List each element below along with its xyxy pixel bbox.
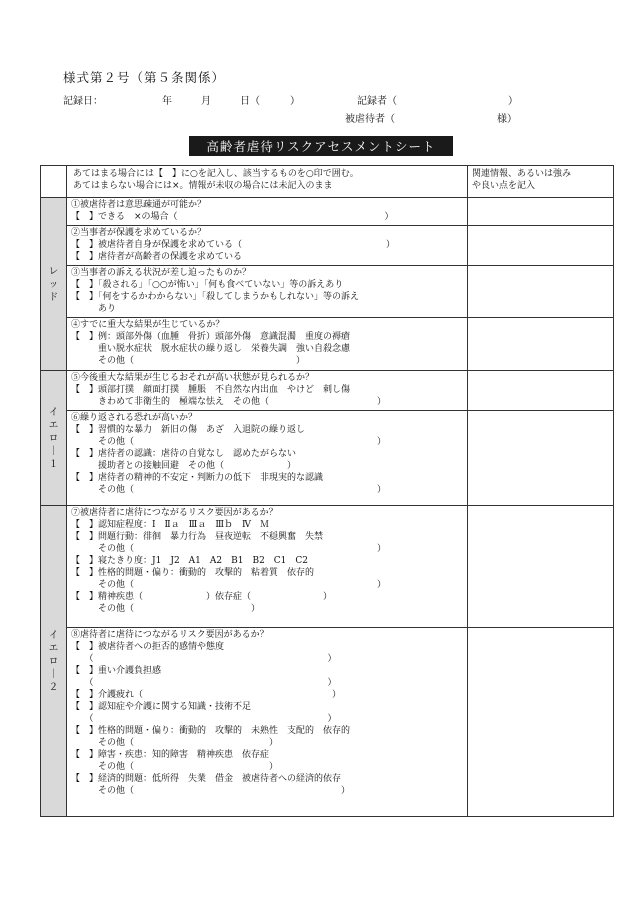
checklist-line: 【 】寝たきり度：J1 J2 A1 A2 B1 B2 C1 C2	[71, 556, 309, 566]
question-text: ⑤今後重大な結果が生じるおそれが高い状態が見られるか？	[71, 373, 315, 383]
question-text: ④すでに重大な結果が生じているか？	[71, 320, 225, 330]
checklist-line: 【 】精神疾患（ ）依存症（ ）	[71, 592, 333, 602]
notes-header-line: や良い点を記入	[472, 181, 536, 191]
checklist-line: 【 】できる ×の場合（ ）	[71, 212, 394, 222]
question-7	[67, 506, 468, 628]
checklist-line: 【 】性格的問題・偏り：衝動的 攻撃的 未熟性 支配的 依存的	[71, 726, 351, 736]
checklist-line: ２	[48, 681, 59, 693]
checklist-line: 【 】「殺される」「○○が怖い」「何も食べていない」等の訴えあり	[71, 280, 344, 290]
notes-header-cell	[468, 166, 614, 198]
question-text: ③当事者の訴える状況が差し迫ったものか？	[71, 268, 252, 278]
notes-cell[interactable]	[468, 371, 614, 411]
checklist-line: 【 】重い介護負担感	[71, 666, 162, 676]
checklist-line: （ ）	[71, 714, 337, 724]
checklist-line: ロ	[48, 432, 59, 444]
recorder-label: 記録者（	[357, 96, 397, 107]
question-4	[67, 318, 468, 371]
record-date-label: 記録日：	[63, 96, 103, 107]
day-label: 日（	[240, 96, 260, 107]
checklist-line: エ	[48, 419, 59, 431]
notes-cell[interactable]	[468, 628, 614, 817]
header-blank-cell	[41, 166, 67, 198]
checklist-line: ｜	[48, 668, 59, 680]
checklist-line: その他（ ）	[71, 786, 351, 796]
question-8	[67, 628, 468, 817]
question-5	[67, 371, 468, 411]
question-text: ⑦被虐待者に虐待につながるリスク要因があるか？	[71, 508, 278, 518]
checklist-line: その他（ ）	[71, 485, 387, 495]
section-label-yellow-1	[41, 371, 67, 506]
checklist-line: エ	[48, 642, 59, 654]
checklist-line: その他（ ）	[71, 356, 306, 366]
notes-header-line: 関連情報、あるいは強み	[472, 169, 572, 179]
sheet-title: 高齢者虐待リスクアセスメントシート	[189, 136, 453, 156]
question-3	[67, 266, 468, 318]
question-6	[67, 411, 468, 506]
assessment-table	[40, 165, 614, 817]
notes-cell[interactable]	[468, 226, 614, 266]
form-number: 様式第２号（第５条関係）	[63, 70, 226, 85]
checklist-line: 【 】虐待者の認識：虐待の自覚なし 認めたがらない	[71, 449, 297, 459]
month-label: 月	[201, 96, 211, 107]
checklist-line: （ ）	[71, 654, 337, 664]
checklist-line: イ	[48, 629, 59, 641]
checklist-line: その他（ ）	[71, 604, 261, 614]
checklist-line: 【 】被虐待者への拒否的感情や態度	[71, 642, 225, 652]
checklist-line: 【 】問題行動：徘徊 暴力行為 昼夜逆転 不穏興奮 失禁	[71, 532, 324, 542]
checklist-line: 【 】虐待者の精神的不安定・判断力の低下 非現実的な認識	[71, 473, 324, 483]
checklist-line: 【 】介護疲れ（ ）	[71, 690, 342, 700]
checklist-line: 【 】被虐待者自身が保護を求めている（ ）	[71, 240, 396, 250]
notes-cell[interactable]	[468, 411, 614, 506]
checklist-line: （ ）	[71, 678, 337, 688]
question-2	[67, 226, 468, 266]
checklist-line: 【 】例：頭部外傷（血腫 骨折）頭部外傷 意識混濁 重度の褥瘡	[71, 332, 351, 342]
checklist-line: ッ	[48, 278, 59, 290]
checklist-line: １	[48, 458, 59, 470]
checklist-line: 【 】習慣的な暴力 新旧の傷 あざ 入退院の繰り返し	[71, 425, 306, 435]
checklist-line: 【 】性格的問題・偏り：衝動的 攻撃的 粘着質 依存的	[71, 568, 315, 578]
section-label-red	[41, 198, 67, 371]
checklist-line: 【 】認知症や介護に関する知識・技術不足	[71, 702, 252, 712]
recorder-close: ）	[508, 96, 518, 107]
checklist-line: その他（ ）	[71, 762, 279, 772]
notes-cell[interactable]	[468, 318, 614, 371]
checklist-line: ロ	[48, 655, 59, 667]
checklist-line: きわめて非衛生的 極端な怯え その他（ ）	[71, 397, 387, 407]
question-text: ⑧虐待者に虐待につながるリスク要因があるか？	[71, 630, 269, 640]
checklist-line: その他（ ）	[71, 738, 279, 748]
instructions-line: あてはまる場合には【 】に○を記入し、該当するものを○印で囲む。	[73, 169, 359, 179]
checklist-line: 援助者との接触回避 その他（ ）	[71, 461, 297, 471]
checklist-line: レ	[48, 265, 59, 277]
checklist-line: その他（ ）	[71, 580, 387, 590]
day-close: ）	[290, 96, 300, 107]
question-text: ①被虐待者は意思疎通が可能か？	[71, 200, 207, 210]
victim-label: 被虐待者（	[345, 114, 395, 125]
checklist-line: 【 】認知症程度：Ⅰ Ⅱａ Ⅲａ Ⅲｂ Ⅳ Ｍ	[71, 520, 270, 530]
checklist-line: 重い脱水症状 脱水症状の繰り返し 栄養失調 強い自殺念慮	[71, 344, 351, 354]
instructions-line: あてはまらない場合には×。情報が未収の場合には未記入のまま	[73, 181, 333, 191]
checklist-line: その他（ ）	[71, 544, 387, 554]
checklist-line: 【 】虐待者が高齢者の保護を求めている	[71, 252, 243, 262]
question-1	[67, 198, 468, 226]
checklist-line: その他（ ）	[71, 437, 387, 447]
checklist-line: あり	[71, 304, 117, 314]
checklist-line: イ	[48, 406, 59, 418]
checklist-line: 【 】経済的問題：低所得 失業 借金 被虐待者への経済的依存	[71, 774, 342, 784]
question-text: ⑥繰り返される恐れが高いか？	[71, 413, 198, 423]
checklist-line: 【 】「何をするかわからない」「殺してしまうかもしれない」等の訴え	[71, 292, 360, 302]
year-label: 年	[162, 96, 172, 107]
checklist-line: ｜	[48, 445, 59, 457]
notes-cell[interactable]	[468, 198, 614, 226]
checklist-line: 【 】頭部打撲 顔面打撲 腫脹 不自然な内出血 やけど 刺し傷	[71, 385, 351, 395]
checklist-line: 【 】障害・疾患：知的障害 精神疾患 依存症	[71, 750, 270, 760]
instructions-cell	[67, 166, 468, 198]
section-label-yellow-2	[41, 506, 67, 817]
victim-close: 様）	[497, 114, 517, 125]
notes-cell[interactable]	[468, 266, 614, 318]
question-text: ②当事者が保護を求めているか？	[71, 228, 207, 238]
checklist-line: ド	[48, 291, 59, 303]
notes-cell[interactable]	[468, 506, 614, 628]
